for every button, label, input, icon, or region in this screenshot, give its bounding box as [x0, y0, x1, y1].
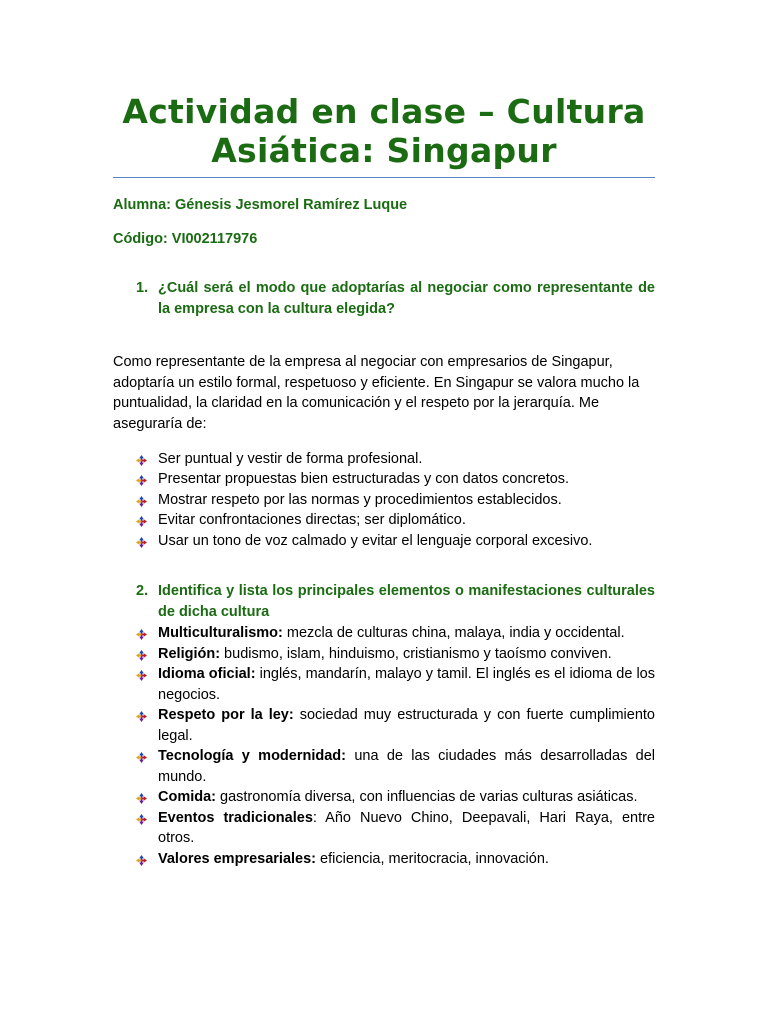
item-desc: inglés, mandarín, malayo y tamil. El inglés es el idioma de los negocios. [158, 666, 655, 703]
item-desc: budismo, islam, hinduismo, cristianismo y taoísmo conviven. [220, 645, 612, 662]
answer-1-paragraph: Como representante de la empresa al negociar con empresarios de Singapur, adoptaría un estilo formal, respetuoso y eficiente. En Singapur se valora mucho la puntualidad, la claridad en la comunicación y el respeto por la jerarquía. Me aseguraría de: [113, 354, 640, 432]
item-term: Religión: [158, 645, 221, 662]
question-2-text: Identifica y lista los principales elementos o manifestaciones culturales de dicha cultura [158, 583, 655, 620]
question-2 [113, 581, 655, 623]
item-term: Respeto por la ley: [158, 707, 294, 723]
student-name: Alumna: Génesis Jesmorel Ramírez Luque [113, 197, 408, 213]
question-2-number: 2. [136, 583, 149, 599]
item-desc: una de las ciudades más desarrolladas del mundo. [158, 748, 655, 785]
item-desc: eficiencia, meritocracia, innovación. [316, 850, 549, 867]
four-arrow-bullet-icon [136, 650, 147, 661]
four-arrow-bullet-icon [136, 752, 147, 763]
list-item [113, 664, 655, 705]
answer-1-list [113, 449, 655, 552]
four-arrow-bullet-icon [136, 496, 147, 507]
four-arrow-bullet-icon [136, 793, 147, 804]
answer-2-list [113, 623, 655, 869]
four-arrow-bullet-icon [136, 814, 147, 825]
list-item [113, 787, 655, 808]
student-code: Código: VI002117976 [113, 231, 258, 247]
list-item: Mostrar respeto por las normas y procedimientos establecidos. [113, 490, 655, 511]
item-term: Comida: [158, 789, 216, 805]
question-1 [113, 278, 655, 320]
question-1-text: ¿Cuál será el modo que adoptarías al negociar como representante de la empresa con la cultura elegida? [158, 280, 655, 317]
document-content [113, 92, 655, 869]
four-arrow-bullet-icon [136, 475, 147, 486]
four-arrow-bullet-icon [136, 670, 147, 681]
list-item [113, 644, 655, 665]
list-item [113, 623, 655, 644]
item-term: Eventos tradicionales [158, 809, 313, 826]
list-item [113, 808, 655, 849]
item-term: Multiculturalismo: [158, 625, 283, 641]
item-desc: mezcla de culturas china, malaya, india y occidental. [282, 625, 625, 641]
list-item [113, 705, 655, 746]
four-arrow-bullet-icon [136, 455, 147, 466]
item-term: Idioma oficial: [158, 666, 256, 682]
question-1-number: 1. [136, 280, 149, 296]
list-item: Evitar confrontaciones directas; ser diplomático. [113, 510, 655, 531]
list-item [113, 849, 655, 870]
four-arrow-bullet-icon [136, 629, 147, 640]
item-desc: : Año Nuevo Chino, Deepavali, Hari Raya, entre otros. [158, 809, 655, 846]
item-desc: gastronomía diversa, con influencias de varias culturas asiáticas. [216, 789, 638, 805]
page-title: Actividad en clase – Cultura Asiática: Singapur [122, 92, 646, 170]
item-term: Tecnología y modernidad: [158, 748, 346, 764]
four-arrow-bullet-icon [136, 537, 147, 548]
item-term: Valores empresariales: [158, 850, 316, 867]
list-item [113, 746, 655, 787]
list-item: Usar un tono de voz calmado y evitar el lenguaje corporal excesivo. [113, 531, 655, 552]
list-item: Presentar propuestas bien estructuradas y con datos concretos. [113, 469, 655, 490]
item-desc: sociedad muy estructurada y con fuerte cumplimiento legal. [158, 707, 655, 744]
list-item: Ser puntual y vestir de forma profesional. [113, 449, 655, 470]
four-arrow-bullet-icon [136, 711, 147, 722]
title-divider [113, 177, 655, 178]
four-arrow-bullet-icon [136, 855, 147, 866]
four-arrow-bullet-icon [136, 516, 147, 527]
